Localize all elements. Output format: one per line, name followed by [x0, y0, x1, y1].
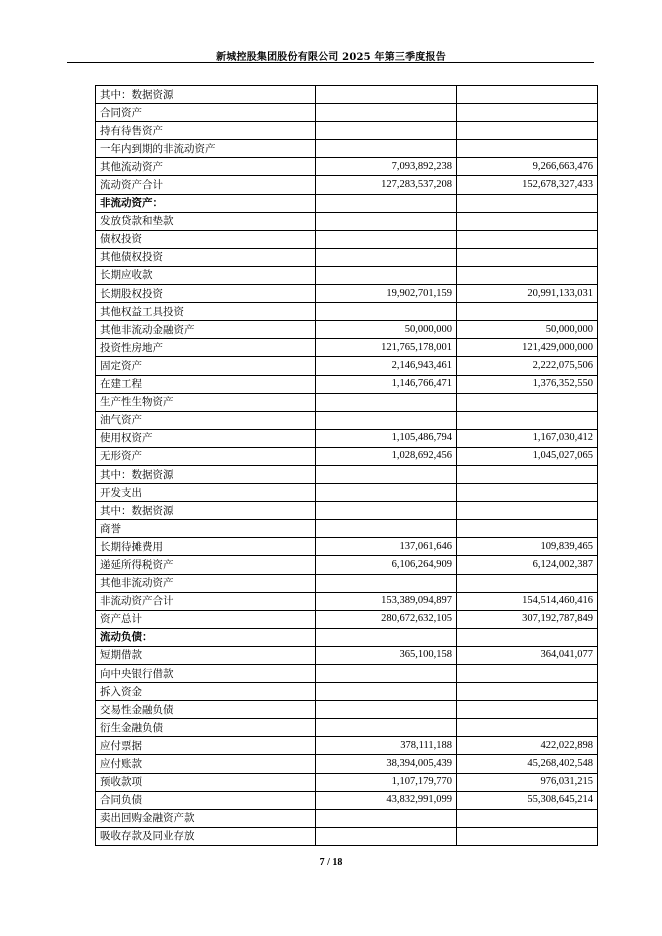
current-period-value: 378,111,188: [316, 737, 457, 755]
row-label: 向中央银行借款: [96, 665, 316, 683]
current-period-value: [316, 86, 457, 104]
row-label: 持有待售资产: [96, 122, 316, 140]
prior-period-value: [457, 104, 598, 122]
balance-sheet-table: [95, 85, 598, 846]
prior-period-value: [457, 809, 598, 827]
row-label: 发放贷款和垫款: [96, 212, 316, 230]
current-period-value: [316, 484, 457, 502]
prior-period-value: [457, 194, 598, 212]
current-period-value: [316, 827, 457, 845]
current-period-value: 50,000,000: [316, 321, 457, 339]
current-period-value: [316, 701, 457, 719]
row-label: 其他债权投资: [96, 248, 316, 266]
prior-period-value: [457, 140, 598, 158]
table-row: [96, 339, 598, 357]
row-label: 开发支出: [96, 484, 316, 502]
prior-period-value: [457, 303, 598, 321]
row-label: 拆入资金: [96, 683, 316, 701]
current-period-value: 1,028,692,456: [316, 447, 457, 465]
row-label: 债权投资: [96, 230, 316, 248]
table-row: [96, 701, 598, 719]
current-period-value: [316, 303, 457, 321]
prior-period-value: 2,222,075,506: [457, 357, 598, 375]
current-period-value: [316, 411, 457, 429]
table-row: [96, 375, 598, 393]
row-label: 其他权益工具投资: [96, 303, 316, 321]
current-period-value: 1,105,486,794: [316, 429, 457, 447]
row-label: 一年内到期的非流动资产: [96, 140, 316, 158]
table-row: [96, 520, 598, 538]
prior-period-value: 50,000,000: [457, 321, 598, 339]
table-row: [96, 357, 598, 375]
table-row: [96, 773, 598, 791]
current-period-value: [316, 520, 457, 538]
section-row: [96, 628, 598, 646]
table-row: [96, 755, 598, 773]
table-row: [96, 610, 598, 628]
prior-period-value: [457, 701, 598, 719]
section-row: [96, 194, 598, 212]
report-header: 新城控股集团股份有限公司 2025 年第三季度报告: [216, 52, 446, 63]
table-row: [96, 176, 598, 194]
table-row: [96, 574, 598, 592]
prior-period-value: [457, 683, 598, 701]
table-row: [96, 556, 598, 574]
row-label: 合同负债: [96, 791, 316, 809]
table-row: [96, 683, 598, 701]
table-row: [96, 303, 598, 321]
prior-period-value: 307,192,787,849: [457, 610, 598, 628]
current-period-value: 1,146,766,471: [316, 375, 457, 393]
table-row: [96, 266, 598, 284]
current-period-value: 153,389,094,897: [316, 592, 457, 610]
current-period-value: [316, 665, 457, 683]
prior-period-value: [457, 827, 598, 845]
current-period-value: 19,902,701,159: [316, 285, 457, 303]
row-label: 应付票据: [96, 737, 316, 755]
table-row: [96, 140, 598, 158]
prior-period-value: [457, 248, 598, 266]
prior-period-value: 20,991,133,031: [457, 285, 598, 303]
current-period-value: 127,283,537,208: [316, 176, 457, 194]
current-period-value: 365,100,158: [316, 646, 457, 664]
current-period-value: 6,106,264,909: [316, 556, 457, 574]
current-period-value: [316, 719, 457, 737]
current-period-value: [316, 502, 457, 520]
prior-period-value: [457, 393, 598, 411]
prior-period-value: [457, 86, 598, 104]
prior-period-value: [457, 665, 598, 683]
row-label: 无形资产: [96, 447, 316, 465]
current-period-value: [316, 465, 457, 483]
prior-period-value: 422,022,898: [457, 737, 598, 755]
prior-period-value: [457, 465, 598, 483]
current-period-value: [316, 248, 457, 266]
current-period-value: [316, 809, 457, 827]
prior-period-value: 45,268,402,548: [457, 755, 598, 773]
row-label: 流动负债：: [96, 628, 316, 646]
current-period-value: 280,672,632,105: [316, 610, 457, 628]
prior-period-value: [457, 719, 598, 737]
row-label: 使用权资产: [96, 429, 316, 447]
current-period-value: [316, 683, 457, 701]
row-label: 预收款项: [96, 773, 316, 791]
table-row: [96, 791, 598, 809]
table-row: [96, 592, 598, 610]
current-period-value: [316, 628, 457, 646]
table-row: [96, 538, 598, 556]
table-row: [96, 122, 598, 140]
current-period-value: 137,061,646: [316, 538, 457, 556]
row-label: 衍生金融负债: [96, 719, 316, 737]
current-period-value: [316, 230, 457, 248]
prior-period-value: [457, 520, 598, 538]
prior-period-value: [457, 628, 598, 646]
table-row: [96, 465, 598, 483]
table-row: [96, 484, 598, 502]
row-label: 卖出回购金融资产款: [96, 809, 316, 827]
row-label: 其中：数据资源: [96, 465, 316, 483]
current-period-value: 1,107,179,770: [316, 773, 457, 791]
row-label: 其中：数据资源: [96, 86, 316, 104]
current-period-value: [316, 393, 457, 411]
table-row: [96, 827, 598, 845]
table-row: [96, 502, 598, 520]
row-label: 商誉: [96, 520, 316, 538]
table-row: [96, 212, 598, 230]
prior-period-value: 154,514,460,416: [457, 592, 598, 610]
table-row: [96, 411, 598, 429]
current-period-value: 7,093,892,238: [316, 158, 457, 176]
prior-period-value: 976,031,215: [457, 773, 598, 791]
prior-period-value: 1,167,030,412: [457, 429, 598, 447]
prior-period-value: [457, 484, 598, 502]
table-row: [96, 285, 598, 303]
row-label: 短期借款: [96, 646, 316, 664]
table-row: [96, 737, 598, 755]
current-period-value: [316, 574, 457, 592]
table-row: [96, 86, 598, 104]
prior-period-value: [457, 411, 598, 429]
prior-period-value: [457, 212, 598, 230]
row-label: 递延所得税资产: [96, 556, 316, 574]
prior-period-value: [457, 122, 598, 140]
prior-period-value: [457, 502, 598, 520]
table-row: [96, 230, 598, 248]
current-period-value: [316, 140, 457, 158]
row-label: 交易性金融负债: [96, 701, 316, 719]
balance-sheet-body: [96, 86, 598, 846]
prior-period-value: 6,124,002,387: [457, 556, 598, 574]
row-label: 其他流动资产: [96, 158, 316, 176]
prior-period-value: 1,376,352,550: [457, 375, 598, 393]
prior-period-value: 121,429,000,000: [457, 339, 598, 357]
header-rule: [67, 62, 594, 63]
current-period-value: 38,394,005,439: [316, 755, 457, 773]
row-label: 长期股权投资: [96, 285, 316, 303]
table-row: [96, 248, 598, 266]
current-period-value: 2,146,943,461: [316, 357, 457, 375]
row-label: 资产总计: [96, 610, 316, 628]
prior-period-value: 55,308,645,214: [457, 791, 598, 809]
page-number: 7 / 18: [319, 857, 343, 868]
prior-period-value: [457, 574, 598, 592]
row-label: 非流动资产：: [96, 194, 316, 212]
row-label: 合同资产: [96, 104, 316, 122]
current-period-value: [316, 194, 457, 212]
row-label: 生产性生物资产: [96, 393, 316, 411]
row-label: 长期应收款: [96, 266, 316, 284]
row-label: 在建工程: [96, 375, 316, 393]
table-row: [96, 447, 598, 465]
table-row: [96, 321, 598, 339]
table-row: [96, 104, 598, 122]
table-row: [96, 809, 598, 827]
row-label: 吸收存款及同业存放: [96, 827, 316, 845]
row-label: 固定资产: [96, 357, 316, 375]
row-label: 非流动资产合计: [96, 592, 316, 610]
current-period-value: [316, 122, 457, 140]
prior-period-value: 364,041,077: [457, 646, 598, 664]
current-period-value: [316, 266, 457, 284]
row-label: 其他非流动资产: [96, 574, 316, 592]
prior-period-value: 109,839,465: [457, 538, 598, 556]
current-period-value: 43,832,991,099: [316, 791, 457, 809]
current-period-value: 121,765,178,001: [316, 339, 457, 357]
prior-period-value: 9,266,663,476: [457, 158, 598, 176]
row-label: 长期待摊费用: [96, 538, 316, 556]
table-row: [96, 429, 598, 447]
prior-period-value: [457, 266, 598, 284]
current-period-value: [316, 104, 457, 122]
row-label: 油气资产: [96, 411, 316, 429]
table-row: [96, 646, 598, 664]
row-label: 其他非流动金融资产: [96, 321, 316, 339]
row-label: 流动资产合计: [96, 176, 316, 194]
row-label: 应付账款: [96, 755, 316, 773]
table-row: [96, 719, 598, 737]
prior-period-value: 152,678,327,433: [457, 176, 598, 194]
prior-period-value: [457, 230, 598, 248]
table-row: [96, 393, 598, 411]
row-label: 其中：数据资源: [96, 502, 316, 520]
table-row: [96, 665, 598, 683]
table-row: [96, 158, 598, 176]
prior-period-value: 1,045,027,065: [457, 447, 598, 465]
row-label: 投资性房地产: [96, 339, 316, 357]
current-period-value: [316, 212, 457, 230]
